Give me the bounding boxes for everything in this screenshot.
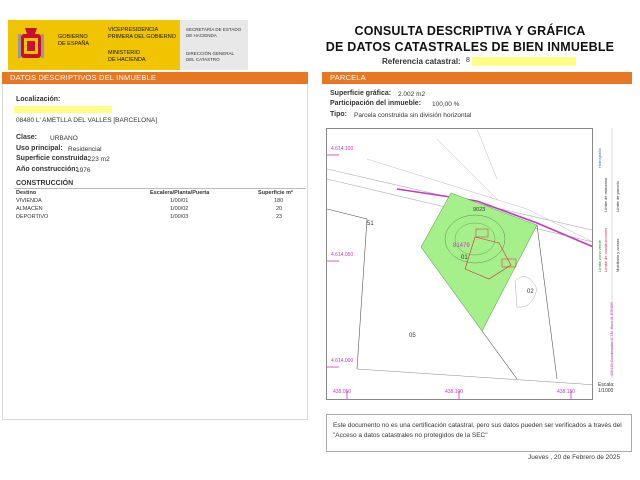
anio-value: 1976: [76, 167, 91, 174]
parcel-label: 02: [527, 289, 534, 295]
legend-item: Mobiliario y aceras: [615, 238, 620, 272]
tipo-value: Parcela construida sin división horizontal: [354, 112, 472, 119]
gov-label: GOBIERNO DE ESPAÑA: [58, 34, 90, 47]
x-label: 438.100: [445, 389, 464, 395]
clase-label: Clase:: [16, 134, 38, 141]
x-label: 438.150: [557, 389, 576, 395]
doc-title-line2: DE DATOS CATASTRALES DE BIEN INMUEBLE: [325, 40, 615, 54]
address-highlight: [14, 106, 112, 113]
coords-note: 438.150 Coordenadas U.T.M. Huso 31 ETRS89: [610, 302, 614, 376]
uso-label: Uso principal:: [16, 145, 63, 152]
direccion-label: DIRECCIÓN GENERAL DEL CATASTRO: [186, 51, 235, 62]
coat-of-arms-icon: [18, 26, 44, 64]
sup-grafica-label: Superficie gráfica:: [330, 90, 392, 97]
table-cell: 23: [276, 214, 283, 220]
anio-label: Año construcción:: [16, 166, 78, 173]
map-scale: [598, 382, 614, 394]
superficie-label: Superficie construida:: [16, 155, 90, 162]
x-label: 438.050: [333, 389, 352, 395]
construccion-title: CONSTRUCCIÓN: [16, 180, 74, 187]
section-header-parcela: PARCELA: [322, 72, 632, 84]
document-date: Jueves , 20 de Febrero de 2025: [528, 454, 621, 461]
sup-grafica-value: 2.002 m2: [398, 91, 426, 98]
table-cell: 180: [274, 198, 284, 204]
legend-item: Límite de parcela: [615, 181, 620, 212]
refcat-highlight: [472, 57, 576, 66]
refcat-label: Referencia catastral:: [382, 57, 461, 66]
doc-title-line1: CONSULTA DESCRIPTIVA Y GRÁFICA: [354, 24, 586, 38]
table-cell: 1/00/02: [170, 206, 189, 212]
scale-label: Escala:: [598, 382, 615, 388]
section-header-datos: DATOS DESCRIPTIVOS DEL INMUEBLE: [2, 72, 308, 84]
parcel-label: 51: [367, 221, 374, 227]
scale-value: 1/1000: [598, 388, 614, 394]
cadastral-map[interactable]: [326, 128, 630, 400]
table-header-destino: Destino: [16, 190, 37, 196]
vicepresidencia-label: VICEPRESIDENCIA PRIMERA DEL GOBIERNO: [108, 27, 176, 40]
legend-item: Límite zona verde: [597, 240, 602, 272]
parcel-label: 01: [461, 255, 468, 261]
y-label: 4.614.100: [331, 146, 354, 152]
construccion-divider: [14, 188, 306, 189]
localizacion-label: Localización:: [16, 96, 61, 103]
address-value: 08480 L' AMETLLA DEL VALLES [BARCELONA]: [16, 117, 158, 124]
legend-canvas: [593, 128, 631, 400]
table-cell: DEPORTIVO: [16, 214, 49, 220]
legend-item: Hidrografía: [597, 148, 602, 168]
participacion-label: Participación del inmueble:: [330, 100, 422, 107]
clase-value: URBANO: [50, 135, 78, 142]
legend-item: Límite de construcciones: [603, 227, 608, 272]
table-cell: 1/00/03: [170, 214, 189, 220]
table-header-superficie: Superficie m²: [258, 190, 293, 196]
parcel-label: 05: [409, 333, 416, 339]
map-canvas: [327, 129, 630, 400]
parcel-label: 9023: [473, 207, 486, 213]
table-cell: 1/00/01: [170, 198, 189, 204]
panel-datos: [2, 84, 308, 420]
tipo-label: Tipo:: [330, 111, 347, 118]
refcat-value: 8: [466, 57, 470, 64]
participacion-value: 100,00 %: [432, 101, 460, 108]
table-cell: VIVIENDA: [16, 198, 42, 204]
disclaimer-box: Este documento no es una certificación catastral, pero sus datos pueden ser verificados a través del "Acceso a datos catastrales no protegidos de la SEC": [326, 414, 632, 452]
uso-value: Residencial: [68, 146, 102, 153]
table-cell: 20: [276, 206, 283, 212]
legend-item: Límite de manzana: [603, 177, 608, 212]
y-label: 4.614.050: [331, 252, 354, 258]
y-label: 4.614.000: [331, 358, 354, 364]
secretaria-label: SECRETARÍA DE ESTADO DE HACIENDA: [186, 27, 242, 38]
parcel-label: 81479: [453, 243, 470, 249]
table-header-escalera: Escalera/Planta/Puerta: [150, 190, 210, 196]
map-legend: [592, 128, 630, 400]
superficie-value: 223 m2: [88, 156, 110, 163]
ministerio-label: MINISTERIO DE HACIENDA: [108, 50, 146, 63]
table-cell: ALMACEN: [16, 206, 43, 212]
